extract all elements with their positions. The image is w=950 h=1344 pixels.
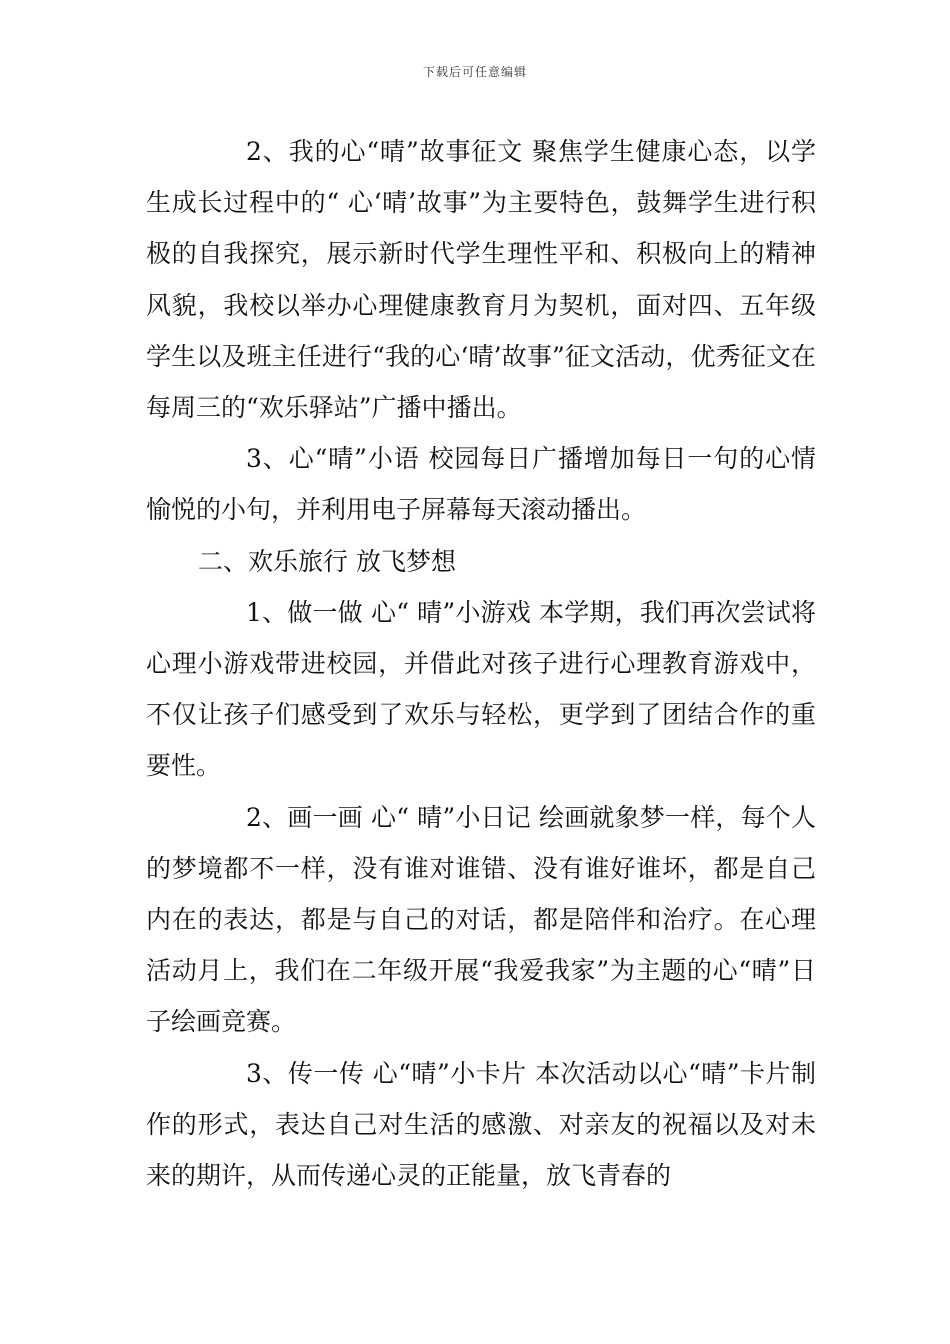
- paragraph-mood-cards: 3、传一传 心“晴”小卡片 本次活动以心“晴”卡片制作的形式，表达自己对生活的感激、对亲友的祝福以及对未来的期许，从而传递心灵的正能量，放飞青春的: [146, 1058, 816, 1191]
- paragraph-mood-quotes: 3、心“晴”小语 校园每日广播增加每日一句的心情愉悦的小句，并利用电子屏幕每天滚动播出。: [146, 444, 816, 525]
- paragraph-story-essay: 2、我的心“晴”故事征文 聚焦学生健康心态，以学生成长过程中的“ 心‘晴’故事”为主要特色，鼓舞学生进行积极的自我探究，展示新时代学生理性平和、积极向上的精神风貌，我校以举办心理健康教育月为契机，面对四、五年级学生以及班主任进行“我的心‘晴’故事”征文活动，优秀征文在每周三的“欢乐驿站”广播中播出。: [146, 137, 816, 423]
- document-body: [146, 126, 816, 1201]
- section-heading-happy-travel: 二、欢乐旅行 放飞梦想: [198, 546, 456, 576]
- paragraph-mini-games: 1、做一做 心“ 晴”小游戏 本学期，我们再次尝试将心理小游戏带进校园，并借此对孩子进行心理教育游戏中，不仅让孩子们感受到了欢乐与轻松，更学到了团结合作的重要性。: [146, 597, 816, 781]
- paragraph-drawing-diary: 2、画一画 心“ 晴”小日记 绘画就象梦一样，每个人的梦境都不一样，没有谁对谁错、没有谁好谁坏，都是自己内在的表达，都是与自己的对话，都是陪伴和治疗。在心理活动月上，我们在二年级开展“我爱我家”为主题的心“晴”日子绘画竞赛。: [146, 802, 816, 1037]
- page-header: 下载后可任意编辑: [422, 65, 527, 79]
